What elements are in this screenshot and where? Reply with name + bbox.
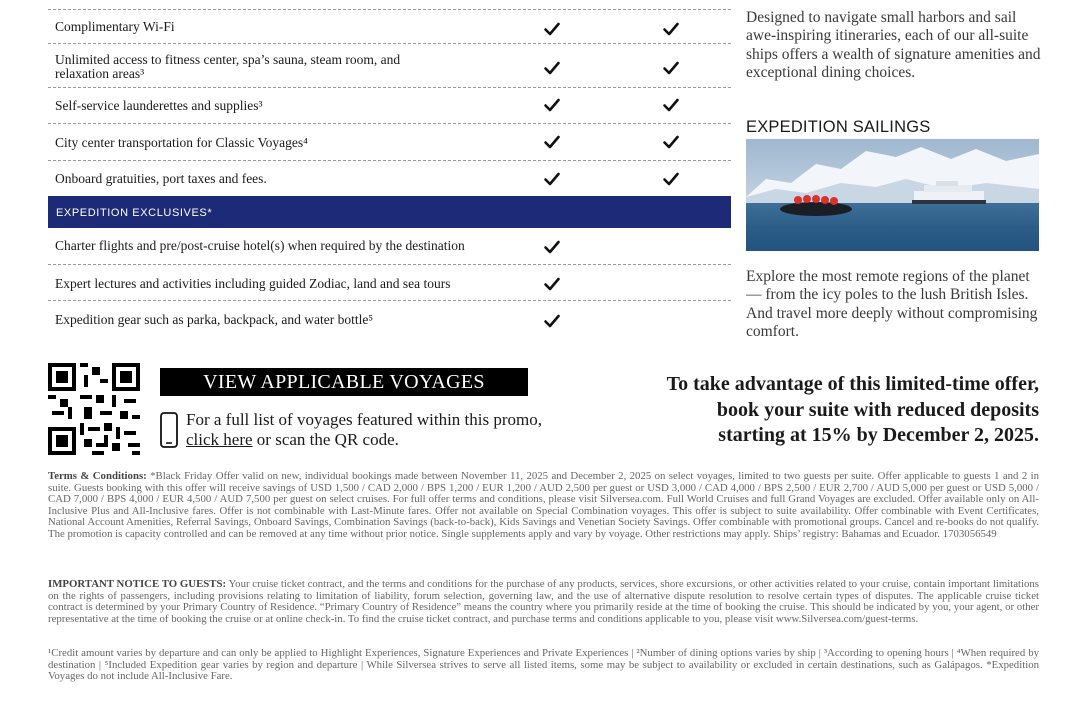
offer-line: To take advantage of this limited-time offer, xyxy=(666,373,1039,395)
ships-intro-text: Designed to navigate small harbors and sail awe-inspiring itineraries, each of our all-suite ships offers a wealth of signature amenities and exceptional dining choices. xyxy=(746,9,1041,81)
check-icon xyxy=(662,170,680,188)
table-row xyxy=(48,264,731,301)
amenity-label: Unlimited access to fitness center, spa’s sauna, steam room, and relaxation areas³ xyxy=(55,52,401,81)
notice-body: Your cruise ticket contract, and the terms and conditions for the purchase of any products, services, shore excursions, or other activities related to your cruise, contain important limitations on the rights of passengers, including provisions relating to limitation of liability, forum selection, governing law, and the use of alternative dispute resolution to resolve certain types of disputes. The applicable cruise ticket contract is determined by your Primary Country of Residence. “Primary Country of Residence” means the country where you primarily reside at the time of booking the cruise. This should be indicated by you, your agent, or other representative at the time of booking the cruise or at online check-in. To find the cruise ticket contract, and purchase terms and conditions applicable to you, please visit www.Silversea.com/guest-terms. xyxy=(48,578,1040,625)
terms-body: *Black Friday Offer valid on new, individual bookings made between November 11, 2025 and December 2, 2025 on select voyages, limited to two guests per suite. Offer applicable to guests 1 and 2 in suite. Guests booking with this offer will receive savings of USD 1,500 / CAD 2,000 / BPS 1,200 / EUR 1,200 / AUD 2,500 per guest or USD 3,000 / CAD 4,000 / BPS 2,500 / EUR 2,700 / AUD 5,000 per guest or USD 5,000 / CAD 7,000 / BPS 4,000 / EUR 4,500 / AUD 7,500 per guest on select cruises. For full offer terms and conditions, please visit Silversea.com. Full World Cruises and full Grand Voyages are excluded. Offer available only on All-Inclusive Plus and All-Inclusive fares. Offer is not combinable with Last-Minute fares. Offer not available on Special Combination voyages. This offer is subject to suite availability. Offer combinable with Event Certificates, National Account Amenities, Referral Savings, Onboard Savings, Combination Savings (back-to-back), Kids Savings and Venetian Society Savings. Offer combinable with promotional groups. Cancel and re-books do not qualify. The promotion is capacity controlled and can be removed at any time without prior notice. Single supplements apply and vary by voyage. Other restrictions may apply. Ships’ registry: Bahamas and Ecuador. 1703056549 xyxy=(48,470,1039,540)
phone-icon xyxy=(160,412,178,448)
table-row xyxy=(48,228,731,264)
offer-line: starting at 15% by December 2, 2025. xyxy=(718,424,1039,446)
check-icon xyxy=(662,133,680,151)
table-row xyxy=(48,123,731,161)
check-icon xyxy=(543,96,561,114)
view-applicable-voyages-button[interactable]: VIEW APPLICABLE VOYAGES xyxy=(160,368,528,396)
expedition-label: Expert lectures and activities including guided Zodiac, land and sea tours xyxy=(55,276,451,291)
promo-text-tail: or scan the QR code. xyxy=(252,430,399,449)
terms-and-conditions xyxy=(48,471,1039,541)
check-icon xyxy=(543,238,561,256)
expedition-label: Expedition gear such as parka, backpack, and water bottle⁵ xyxy=(55,312,374,327)
offer-headline xyxy=(579,372,1039,449)
check-icon xyxy=(543,170,561,188)
promo-text-lead: For a full list of voyages featured within this promo, xyxy=(186,410,542,429)
table-row xyxy=(48,9,731,44)
check-icon xyxy=(662,59,680,77)
check-icon xyxy=(543,133,561,151)
check-icon xyxy=(662,20,680,38)
table-row xyxy=(48,300,731,337)
table-row xyxy=(48,43,731,88)
check-icon xyxy=(543,20,561,38)
table-row xyxy=(48,160,731,197)
banner-label: EXPEDITION EXCLUSIVES* xyxy=(56,207,213,219)
amenity-label: City center transportation for Classic Voyages⁴ xyxy=(55,135,308,150)
check-icon xyxy=(662,96,680,114)
footnotes: ¹Credit amount varies by departure and can only be applied to Highlight Experiences, Signature Experiences and Private Experiences | ²Number of dining options varies by ship | ³According to opening hours | ⁴When required by destination | ⁵Included Expedition gear varies by region and departure | While Silversea strives to serve all listed items, some may be subject to availability or excluded in certain destinations, such as Galápagos. *Expedition Voyages do not include All-Inclusive Fare. xyxy=(48,647,1039,683)
table-row xyxy=(48,87,731,124)
amenity-label: Onboard gratuities, port taxes and fees. xyxy=(55,171,267,186)
amenity-label: Complimentary Wi-Fi xyxy=(55,19,175,34)
expedition-ship-photo xyxy=(746,139,1039,251)
promo-text xyxy=(186,410,546,450)
expedition-exclusives-banner xyxy=(48,196,731,228)
offer-line: book your suite with reduced deposits xyxy=(716,398,1039,421)
expedition-sailings-heading: EXPEDITION SAILINGS xyxy=(746,118,931,136)
check-icon xyxy=(543,312,561,330)
check-icon xyxy=(543,59,561,77)
notice-heading: IMPORTANT NOTICE TO GUESTS: xyxy=(48,578,227,590)
expedition-description: Explore the most remote regions of the planet — from the icy poles to the lush British Isles. And travel more deeply without compromising comfort. xyxy=(746,268,1038,340)
check-icon xyxy=(543,275,561,293)
click-here-link[interactable]: click here xyxy=(186,430,253,449)
terms-heading: Terms & Conditions: xyxy=(48,470,147,482)
qr-code[interactable] xyxy=(48,363,140,455)
amenity-label: Self-service launderettes and supplies³ xyxy=(55,98,263,113)
expedition-label: Charter flights and pre/post-cruise hotel(s) when required by the destination xyxy=(55,238,465,253)
important-notice xyxy=(48,579,1039,625)
